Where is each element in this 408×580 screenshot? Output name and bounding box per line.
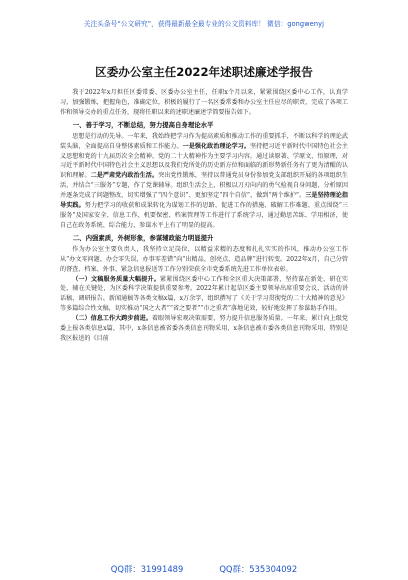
subsection-heading-1: （一）文稿服务质量大幅提升。 [72, 275, 161, 283]
subsection-heading-2: （二）信息工作大跨步前进。 [72, 315, 152, 323]
subsection-2-paragraph [60, 314, 348, 344]
paragraph-text: 突出党性锻炼，坚持以普通党员身份参加党支部组织开展的各项组织生活，并结合“三服务”专题，作了党课辅导。组织生活会上，积极以刀刃向内的勇气检视自身问题，分析原因并逐条完成了问题整改，切实增强了“四个意识”、更加坚定“四个自信”、做到“两个维护”。 [60, 172, 349, 200]
paragraph-text: 努力把学习的收获和成果转化为谋划工作的思路、促进工作的措施、破解工作难题、重点围绕“三服务”及国家安全、信息工作、机要保密、档案管理等工作进行了系统学习，通过勤思苦练、学用相济，使自己在政务系统、综合能力、参谋水平上有了明显的提高。 [60, 202, 348, 229]
document-title: 区委办公室主任2022年述职述廉述学报告 [95, 65, 313, 79]
subsection-1-paragraph [60, 275, 348, 315]
paragraph-text: 坚持把习近平新时代中国特色社会主义思想和党的十九届历次全会精神、党的二十大精神作为主要学习内容，通过读原著、学原文、悟原理，对习近平新时代中国特色社会主义思想以及我们党所处的历史新方位和面临的新形势新任务有了更为清醒的认识和理解。 [60, 142, 349, 180]
top-promo-banner: 关注头条号“公文研究”，获得最新最全最专业的公文资料库！ 微信：gongwenyj [83, 20, 325, 28]
paragraph-text: 紧紧围绕区委中心工作和全区重大决策部署，坚持谋在新处、研在实处、辅在关键处，为区委科学决策提供重要参考。2022年累计起草区委主要领导出席重要会议、活动的讲话稿、调研报告、新闻通稿等各类文稿x篇，x万余字，组织撰写了《关于学习贯彻党的二十大精神的意见》等多篇综合性文稿，切实推动“国之大者”“省之要者”“市之重者”落地见效，较好地发挥了参谋助手作用。 [60, 275, 349, 313]
qq-group-1: QQ群：31991489 [110, 564, 184, 574]
section-1-paragraph [60, 132, 348, 231]
intro-paragraph: 我于2022年x月担任区委常委、区委办公室主任，任职x个月以来，紧紧围绕区委中心工作，认真学习，加强锻炼，把握角色，准确定位，积极的履行了一名区委常委和办公室主任应尽的职责，完成了各项工作和领导交办的重点任务，现将任职以来的述职述廉述学简要报告如下。 [60, 89, 348, 116]
bold-point-1: 一是强化政治理论学习。 [182, 142, 250, 150]
section-2-paragraph: 作为办公室主要负责人，我坚持立足岗位，以精益求精的态度和扎扎实实的作风，推动办公室工作从“办文零问题、办会零失误、办事零差错”向“出精品、创亮点、造品牌”进行转变。2022年x月，自己分管的督查、档案、外事、紧急信息报送等工作分别荣获全市党委系统先进工作单位表彰。 [60, 245, 348, 273]
qq-group-2: QQ群：535304092 [219, 564, 298, 574]
section-heading-2: 二、内强素质，外树形象，参谋辅政能力明显提升 [72, 233, 214, 242]
bottom-qq-banner [0, 563, 408, 575]
document-body [60, 88, 348, 344]
paragraph-text: 着眼领导宏观决策需要，努力提升信息服务质量。一年来，累计向上级党委上报各类信息x篇，其中，x条信息被省委各类信息刊物采用，x条信息被市委各类信息刊物采用，特别是我区报送的《目前 [60, 315, 349, 342]
bold-point-2: 二是严肃党内政治生活。 [90, 172, 159, 180]
section-heading-1: 一、善于学习，不断总结，努力提高自身理论水平 [72, 120, 214, 129]
bold-point-3: 三是坚持理论指导实践。 [60, 192, 349, 210]
paragraph-text: 思想是行动的先导。一年来，我始终把学习作为提高素质和推动工作的重要抓手，不断以科学的理论武装头脑，全面提高自身整体素质和工作能力。 [60, 132, 348, 150]
